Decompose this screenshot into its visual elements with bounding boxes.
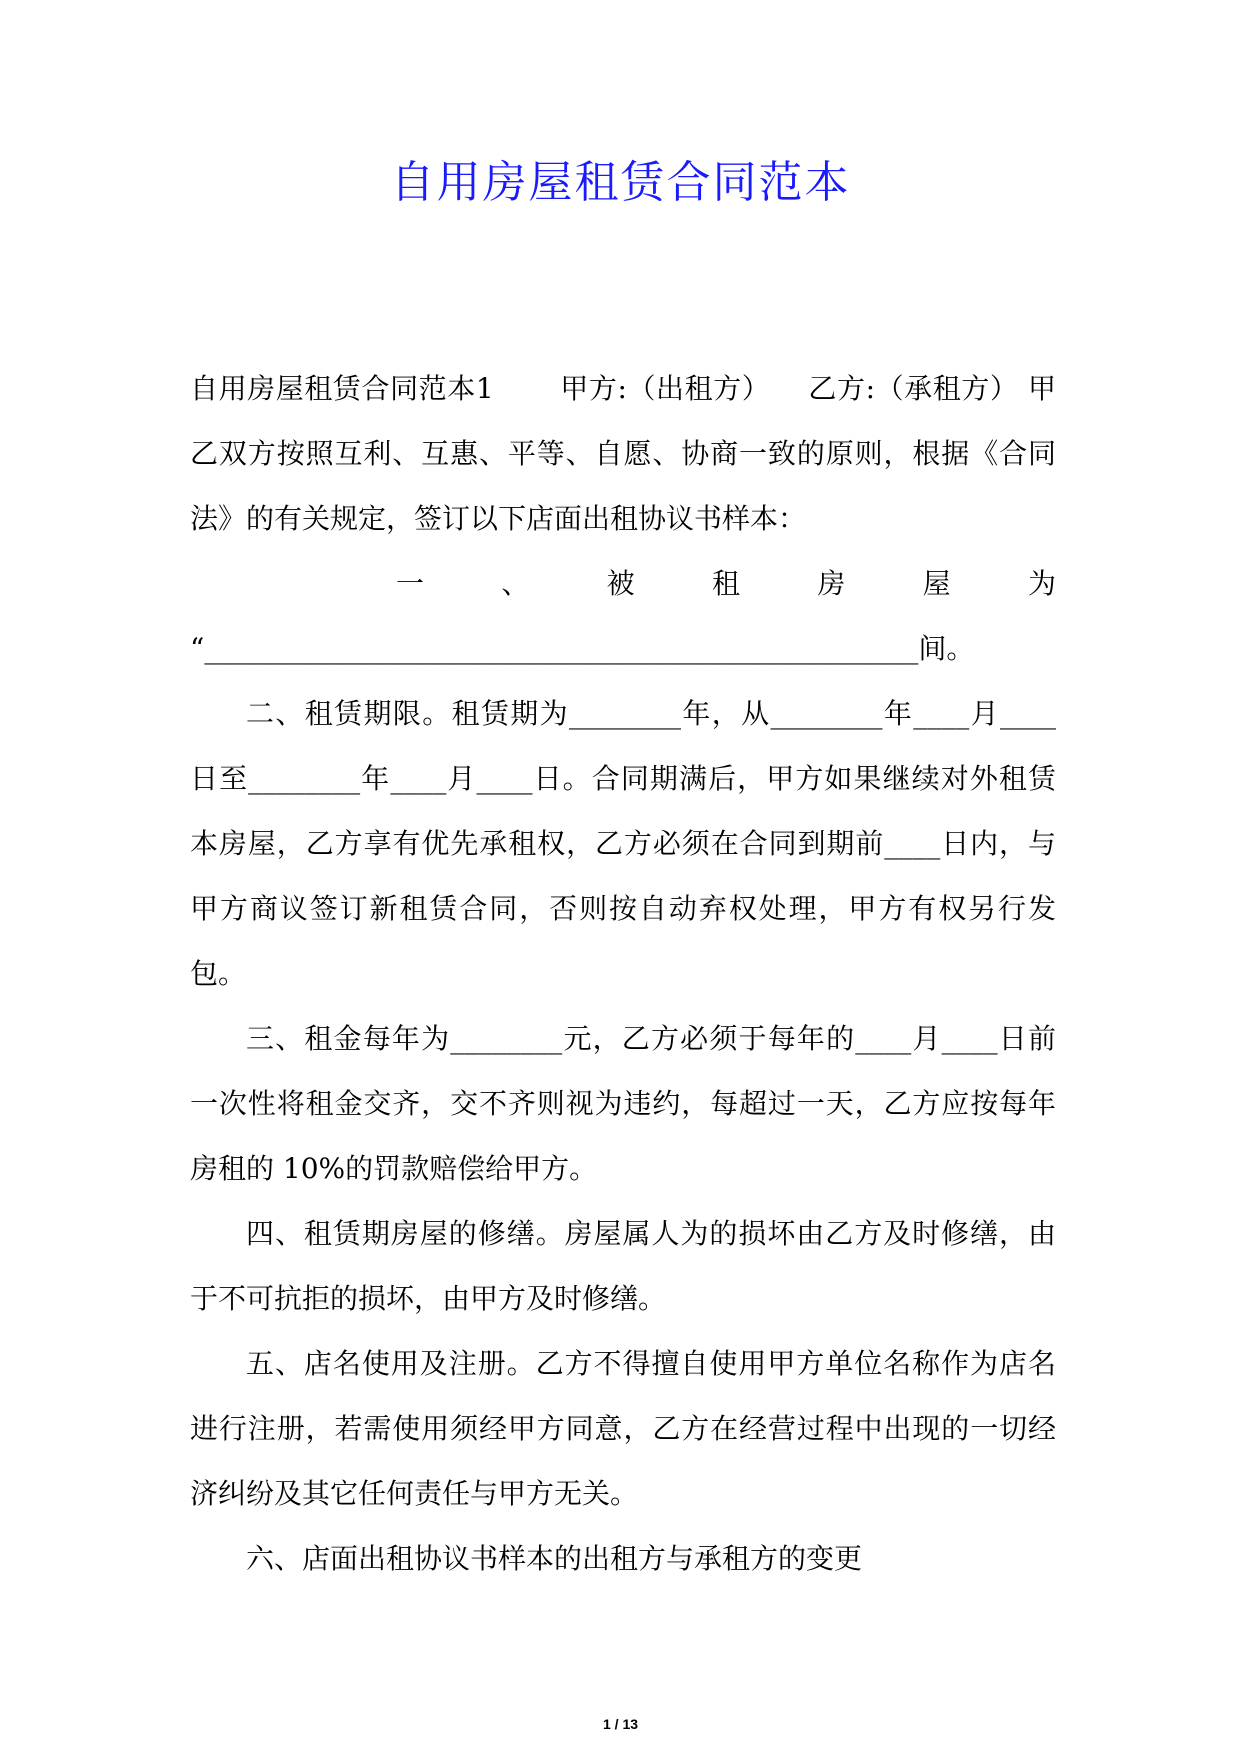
paragraph-item-six: 六、店面出租协议书样本的出租方与承租方的变更: [246, 1542, 863, 1575]
paragraph-intro: 自用房屋租赁合同范本1 甲方:（出租方） 乙方:（承租方） 甲乙双方按照互利、互惠、平等、自愿、协商一致的原则，根据《合同法》的有关规定，签订以下店面出租协议书样本：: [190, 372, 1056, 535]
spread-char: 、: [501, 567, 530, 600]
paragraph-item-two: 二、租赁期限。租赁期为________年，从________年____月____日至________年____月____日。合同期满后，甲方如果继续对外租赁本房屋，乙方享有优先承租权，乙方必须在合同到期前____日内，与甲方商议签订新租赁合同，否则按自动弃权处理，甲方有权另行发包。: [190, 697, 1056, 990]
spread-char: 为: [1027, 567, 1056, 600]
page-number: 1 / 13: [602, 1716, 639, 1732]
paragraph-item-three: 三、租金每年为________元，乙方必须于每年的____月____日前一次性将租金交齐，交不齐则视为违约，每超过一天，乙方应按每年房租的 10%的罚款赔偿给甲方。: [190, 1022, 1056, 1185]
spread-char: 一: [396, 567, 425, 600]
paragraph-item-one-blank: “___________________________________________________间。: [190, 632, 975, 665]
paragraph-item-four: 四、租赁期房屋的修缮。房屋属人为的损坏由乙方及时修缮，由于不可抗拒的损坏，由甲方及时修缮。: [190, 1217, 1056, 1315]
spread-char: 房: [817, 567, 846, 600]
paragraph-item-five: 五、店名使用及注册。乙方不得擅自使用甲方单位名称作为店名进行注册，若需使用须经甲方同意，乙方在经营过程中出现的一切经济纠纷及其它任何责任与甲方无关。: [190, 1347, 1056, 1510]
document-body: [190, 356, 1056, 1591]
spread-char: 屋: [922, 567, 951, 600]
document-title: 自用房屋租赁合同范本: [390, 157, 851, 208]
spread-char: 租: [711, 567, 740, 600]
paragraph-item-one-spread: [190, 551, 1056, 616]
spread-char: 被: [606, 567, 635, 600]
